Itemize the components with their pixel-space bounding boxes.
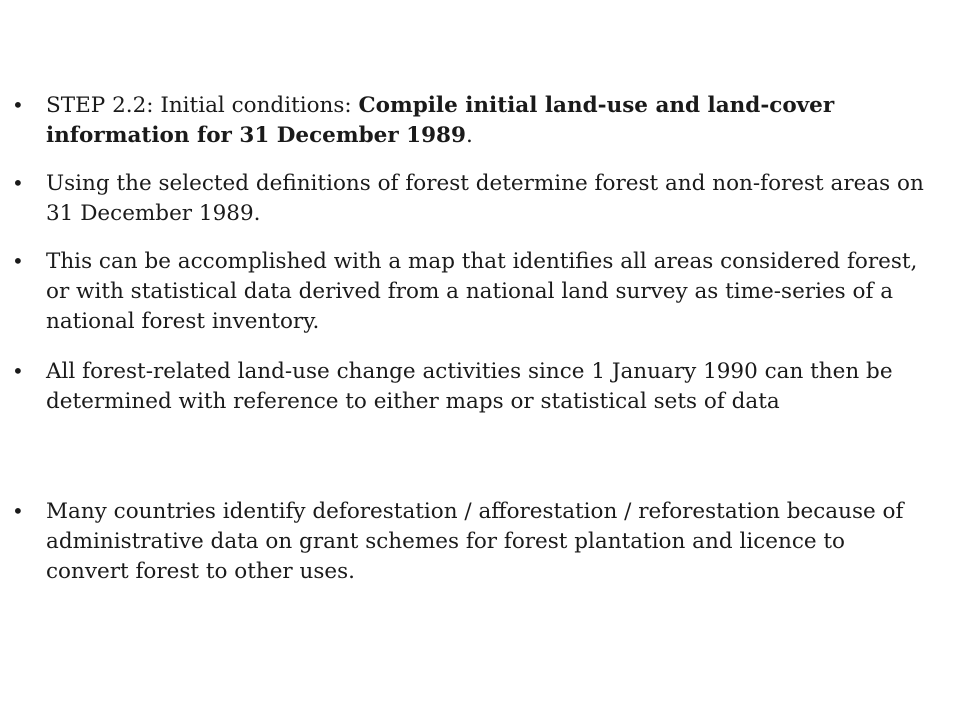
bullet-dot-icon: • xyxy=(12,499,24,523)
bullet-text: This can be accomplished with a map that identifies all areas considered forest, or with statistical data derived from a national land survey as time-series of a national forest inventory. xyxy=(46,249,918,334)
bullet-administrative-data xyxy=(12,497,934,587)
bullet-suffix-text: . xyxy=(465,123,473,148)
bullet-text: All forest-related land-use change activities since 1 January 1990 can then be determined with reference to either maps or statistical sets of data xyxy=(46,359,893,414)
bullet-dot-icon: • xyxy=(12,249,24,273)
bullet-step-2-2 xyxy=(12,91,934,151)
bullet-dot-icon: • xyxy=(12,359,24,383)
bullet-dot-icon: • xyxy=(12,93,24,117)
bullet-dot-icon: • xyxy=(12,171,24,195)
bullet-text: Many countries identify deforestation / afforestation / reforestation because of administrative data on grant schemes for forest plantation and licence to convert forest to other uses. xyxy=(46,499,904,584)
bullet-forest-definitions xyxy=(12,169,934,229)
bullet-land-use-change xyxy=(12,357,934,417)
bullet-prefix-text: STEP 2.2: Initial conditions: xyxy=(46,93,359,118)
bullet-bold-text: Compile initial land-use and land-cover information for 31 December 1989 xyxy=(46,93,835,148)
bullet-map-or-statistics xyxy=(12,247,934,337)
bullet-text: Using the selected definitions of forest determine forest and non-forest areas on 31 December 1989. xyxy=(46,171,924,226)
